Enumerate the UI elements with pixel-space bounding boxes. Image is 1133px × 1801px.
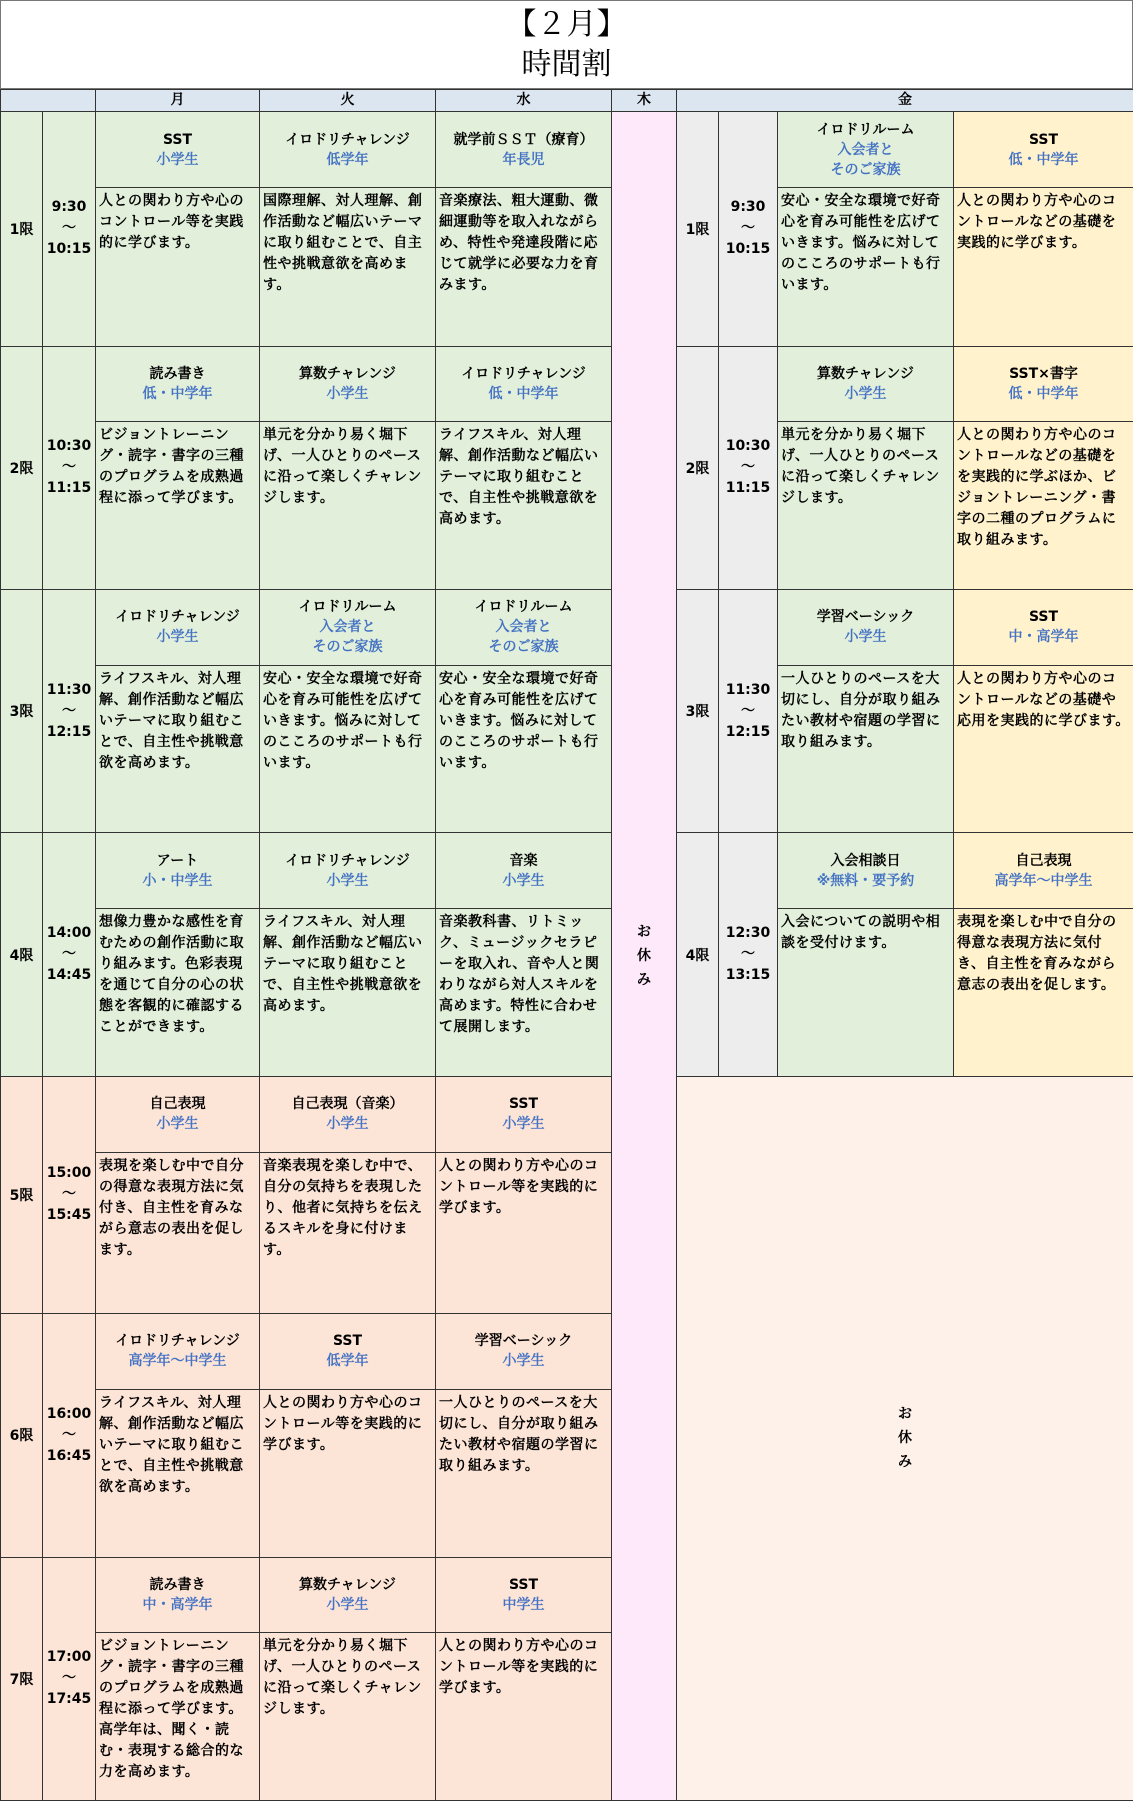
period-time: [43, 346, 96, 589]
time-line: 16:00: [46, 1405, 92, 1422]
class-header: [260, 112, 436, 188]
class-header: [260, 1314, 436, 1390]
class-name: 算数チャレンジ: [299, 1576, 396, 1593]
class-description: 想像力豊かな感性を育むための創作活動に取り組みます。色彩表現を通じて自分の心の状態を客観的に確認することができます。: [96, 909, 260, 1077]
day-header-fri: 金: [677, 90, 1133, 112]
class-target: 小学生: [156, 1116, 199, 1133]
class-target: 年長児: [502, 151, 545, 168]
class-header: [778, 346, 954, 422]
time-line: ～: [741, 702, 755, 719]
day-header-thu: 木: [612, 90, 677, 112]
time-line: ～: [62, 1426, 76, 1443]
time-line: 12:30: [725, 925, 771, 942]
class-name: 読み書き: [149, 1576, 206, 1593]
class-description: 人との関わり方や心のコントロールなどの基礎や応用を実践的に学びます。: [954, 665, 1133, 833]
fri-period-time: [719, 346, 778, 589]
time-line: ～: [741, 220, 755, 237]
class-description: 入会についての説明や相談を受付けます。: [778, 909, 954, 1077]
class-description: ライフスキル、対人理解、創作活動など幅広いテーマに取り組むことで、自主性や挑戦意欲を高めます。: [96, 1389, 260, 1557]
time-line: 10:15: [725, 241, 771, 258]
class-description: ビジョントレーニング・読字・書字の三種のプログラムを成熟過程に添って学びます。高学年は、聞く・読む・表現する総合的な力を高めます。: [96, 1633, 260, 1801]
class-header: [954, 589, 1133, 665]
class-target: 中学生: [502, 1596, 545, 1613]
closed-char: お: [637, 924, 651, 941]
class-header: [778, 112, 954, 188]
class-header: [436, 1076, 612, 1152]
class-header: [96, 589, 260, 665]
class-target: 低学年: [326, 1353, 369, 1370]
class-name: SST×書字: [1009, 365, 1078, 382]
class-description: 安心・安全な環境で好奇心を育み可能性を広げていきます。悩みに対してのこころのサポートも行います。: [260, 665, 436, 833]
closed-char: 休: [637, 948, 651, 965]
class-header: [96, 1557, 260, 1633]
time-line: ～: [741, 459, 755, 476]
time-line: 15:45: [46, 1207, 92, 1224]
fri-sat-closed: [677, 1076, 1133, 1800]
class-header: [778, 833, 954, 909]
class-description: ライフスキル、対人理解、創作活動など幅広いテーマに取り組むことで、自主性や挑戦意欲を高めます。: [260, 909, 436, 1077]
class-header: [436, 589, 612, 665]
class-description: 人との関わり方や心のコントロール等を実践的に学びます。: [436, 1152, 612, 1314]
period-row-1: [1, 112, 1133, 188]
class-header: [436, 1314, 612, 1390]
class-target: 小学生: [844, 385, 887, 402]
class-header: [436, 833, 612, 909]
class-description: 人との関わり方や心のコントロールなどの基礎を実践的に学びます。: [954, 187, 1133, 346]
class-name: イロドリルーム: [298, 599, 397, 616]
title-month: 【２月】: [506, 7, 627, 42]
class-target: 小学生: [844, 629, 887, 646]
class-name: 自己表現: [1015, 852, 1072, 869]
period-label: 1限: [1, 112, 43, 346]
class-target: 入会者と そのご家族: [312, 619, 383, 656]
fri-period-label: 4限: [677, 833, 719, 1076]
time-line: ～: [62, 1670, 76, 1687]
class-header: [96, 1076, 260, 1152]
time-line: 11:30: [46, 681, 92, 698]
class-name: 自己表現（音楽）: [291, 1096, 404, 1113]
class-name: 就学前ＳＳＴ（療育）: [453, 131, 594, 148]
class-target: 小・中学生: [142, 872, 213, 889]
timetable: [0, 89, 1133, 1801]
class-header: [954, 833, 1133, 909]
class-name: 自己表現: [149, 1096, 206, 1113]
day-header-wed: 水: [436, 90, 612, 112]
class-header: [96, 833, 260, 909]
class-target: ※無料・要予約: [816, 872, 915, 889]
period-row-2: [1, 346, 1133, 422]
class-description: 国際理解、対人理解、創作活動など幅広いテーマに取り組むことで、自主性や挑戦意欲を高めます。: [260, 187, 436, 346]
closed-char: 休: [898, 1430, 912, 1447]
class-description: 安心・安全な環境で好奇心を育み可能性を広げていきます。悩みに対してのこころのサポートも行います。: [778, 187, 954, 346]
time-line: 12:15: [46, 723, 92, 740]
class-description: 単元を分かり易く堀下げ、一人ひとりのペースに沿って楽しくチャレンジします。: [260, 422, 436, 590]
class-target: 入会者と そのご家族: [488, 619, 559, 656]
period-desc-row-3: [1, 665, 1133, 833]
class-name: 読み書き: [149, 365, 206, 382]
closed-char: お: [898, 1406, 912, 1423]
class-header: [436, 346, 612, 422]
class-target: 低・中学年: [488, 385, 559, 402]
time-line: ～: [62, 702, 76, 719]
class-target: 小学生: [326, 1116, 369, 1133]
time-line: 17:00: [46, 1649, 92, 1666]
time-line: 11:15: [46, 480, 92, 497]
time-line: 9:30: [730, 199, 766, 216]
class-description: 人との関わり方や心のコントロールなどの基礎をを実践的に学ぶほか、ビジョントレーニング・書字の二種のプログラムに取り組みます。: [954, 422, 1133, 590]
class-name: SST: [332, 1333, 363, 1350]
time-line: 10:15: [46, 241, 92, 258]
class-description: ライフスキル、対人理解、創作活動など幅広いテーマに取り組むことで、自主性や挑戦意欲を高めます。: [436, 422, 612, 590]
class-header: [260, 1076, 436, 1152]
class-target: 小学生: [156, 629, 199, 646]
time-line: ～: [62, 220, 76, 237]
time-line: ～: [62, 946, 76, 963]
time-line: 14:00: [46, 925, 92, 942]
day-header-tue: 火: [260, 90, 436, 112]
period-time: [43, 589, 96, 832]
period-desc-row-4: [1, 909, 1133, 1077]
period-label: 4限: [1, 833, 43, 1076]
class-target: 中・高学年: [1008, 629, 1079, 646]
class-description: 表現を楽しむ中で自分の得意な表現方法に気付き、自主性を育みながら意志の表出を促します。: [96, 1152, 260, 1314]
class-target: 小学生: [326, 385, 369, 402]
class-description: 単元を分かり易く堀下げ、一人ひとりのペースに沿って楽しくチャレンジします。: [778, 422, 954, 590]
class-name: イロドリルーム: [816, 121, 915, 138]
fri-period-time: [719, 833, 778, 1076]
header-corner: [1, 90, 96, 112]
fri-period-label: 3限: [677, 589, 719, 832]
class-target: 低・中学年: [142, 385, 213, 402]
class-description: ライフスキル、対人理解、創作活動など幅広いテーマに取り組むことで、自主性や挑戦意欲を高めます。: [96, 665, 260, 833]
time-line: 12:15: [725, 723, 771, 740]
class-name: SST: [508, 1096, 539, 1113]
closed-char: み: [898, 1454, 912, 1471]
class-description: ビジョントレーニング・読字・書字の三種のプログラムを成熟過程に添って学びます。: [96, 422, 260, 590]
period-label: 3限: [1, 589, 43, 832]
class-target: 低・中学年: [1008, 385, 1079, 402]
time-line: 10:30: [725, 438, 771, 455]
period-label: 2限: [1, 346, 43, 589]
class-name: 入会相談日: [830, 852, 901, 869]
class-target: 低学年: [326, 151, 369, 168]
page-title: [0, 0, 1133, 89]
class-header: [436, 1557, 612, 1633]
class-name: イロドリチャレンジ: [285, 131, 410, 148]
class-header: [778, 589, 954, 665]
class-name: SST: [508, 1576, 539, 1593]
class-description: 音楽教科書、リトミック、ミュージックセラピーを取入れ、音や人と関わりながら対人スキルを高めます。特性に合わせて展開します。: [436, 909, 612, 1077]
class-description: 音楽表現を楽しむ中で、自分の気持ちを表現したり、他者に気持ちを伝えるスキルを身に付けます。: [260, 1152, 436, 1314]
class-name: 学習ベーシック: [816, 609, 915, 626]
time-line: ～: [62, 459, 76, 476]
title-heading: 時間割: [521, 47, 612, 82]
time-line: 17:45: [46, 1691, 92, 1708]
class-header: [260, 589, 436, 665]
time-line: 11:15: [725, 480, 771, 497]
class-description: 表現を楽しむ中で自分の得意な表現方法に気付き、自主性を育みながら意志の表出を促します。: [954, 909, 1133, 1077]
class-name: 算数チャレンジ: [299, 365, 396, 382]
period-desc-row-2: [1, 422, 1133, 590]
class-header: [96, 112, 260, 188]
closed-char: み: [637, 972, 651, 989]
day-header-row: [1, 90, 1133, 112]
class-target: 小学生: [156, 151, 199, 168]
time-line: ～: [62, 1186, 76, 1203]
period-row-5: [1, 1076, 1133, 1152]
class-target: 小学生: [326, 872, 369, 889]
class-target: 高学年～中学生: [128, 1353, 227, 1370]
class-name: 算数チャレンジ: [817, 365, 914, 382]
class-description: 音楽療法、粗大運動、微細運動等を取入れながらめ、特性や発達段階に応じて就学に必要な力を育みます。: [436, 187, 612, 346]
time-line: 15:00: [46, 1165, 92, 1182]
class-target: 中・高学年: [142, 1596, 213, 1613]
period-label: 6限: [1, 1314, 43, 1557]
class-description: 人との関わり方や心のコントロール等を実践的に学びます。: [260, 1389, 436, 1557]
time-line: 10:30: [46, 438, 92, 455]
class-header: [260, 346, 436, 422]
day-header-mon: 月: [96, 90, 260, 112]
fri-period-label: 1限: [677, 112, 719, 346]
period-time: [43, 1076, 96, 1313]
period-desc-row-1: [1, 187, 1133, 346]
class-description: 人との関わり方や心のコントロール等を実践的に学びます。: [436, 1633, 612, 1801]
fri-period-time: [719, 112, 778, 346]
time-line: ～: [741, 946, 755, 963]
class-name: イロドリチャレンジ: [285, 852, 410, 869]
period-row-4: [1, 833, 1133, 909]
class-name: SST: [1028, 131, 1059, 148]
class-name: イロドリチャレンジ: [115, 1333, 240, 1350]
class-header: [96, 346, 260, 422]
class-description: 安心・安全な環境で好奇心を育み可能性を広げていきます。悩みに対してのこころのサポートも行います。: [436, 665, 612, 833]
class-description: 一人ひとりのペースを大切にし、自分が取り組みたい教材や宿題の学習に取り組みます。: [436, 1389, 612, 1557]
class-target: 小学生: [502, 1353, 545, 1370]
thursday-closed: [612, 112, 677, 1801]
class-description: 人との関わり方や心のコントロール等を実践的に学びます。: [96, 187, 260, 346]
class-target: 低・中学年: [1008, 151, 1079, 168]
period-time: [43, 1314, 96, 1557]
class-header: [260, 1557, 436, 1633]
class-name: アート: [156, 852, 199, 869]
class-header: [954, 346, 1133, 422]
class-target: 小学生: [502, 872, 545, 889]
period-time: [43, 1557, 96, 1801]
period-time: [43, 112, 96, 346]
class-header: [260, 833, 436, 909]
class-header: [436, 112, 612, 188]
class-description: 単元を分かり易く堀下げ、一人ひとりのペースに沿って楽しくチャレンジします。: [260, 1633, 436, 1801]
time-line: 13:15: [725, 967, 771, 984]
class-name: 学習ベーシック: [474, 1333, 573, 1350]
class-target: 小学生: [502, 1116, 545, 1133]
time-line: 11:30: [725, 681, 771, 698]
class-name: SST: [1028, 609, 1059, 626]
time-line: 9:30: [51, 199, 87, 216]
class-header: [96, 1314, 260, 1390]
time-line: 16:45: [46, 1447, 92, 1464]
period-label: 5限: [1, 1076, 43, 1313]
class-name: イロドリチャレンジ: [461, 365, 586, 382]
class-description: 一人ひとりのペースを大切にし、自分が取り組みたい教材や宿題の学習に取り組みます。: [778, 665, 954, 833]
class-name: イロドリチャレンジ: [115, 609, 240, 626]
time-line: 14:45: [46, 967, 92, 984]
class-header: [954, 112, 1133, 188]
fri-period-time: [719, 589, 778, 832]
class-name: 音楽: [509, 852, 538, 869]
fri-period-label: 2限: [677, 346, 719, 589]
class-name: イロドリルーム: [474, 599, 573, 616]
class-name: SST: [162, 131, 193, 148]
period-label: 7限: [1, 1557, 43, 1801]
period-row-3: [1, 589, 1133, 665]
class-target: 小学生: [326, 1596, 369, 1613]
period-time: [43, 833, 96, 1076]
class-target: 入会者と そのご家族: [830, 141, 901, 178]
class-target: 高学年～中学生: [994, 872, 1093, 889]
